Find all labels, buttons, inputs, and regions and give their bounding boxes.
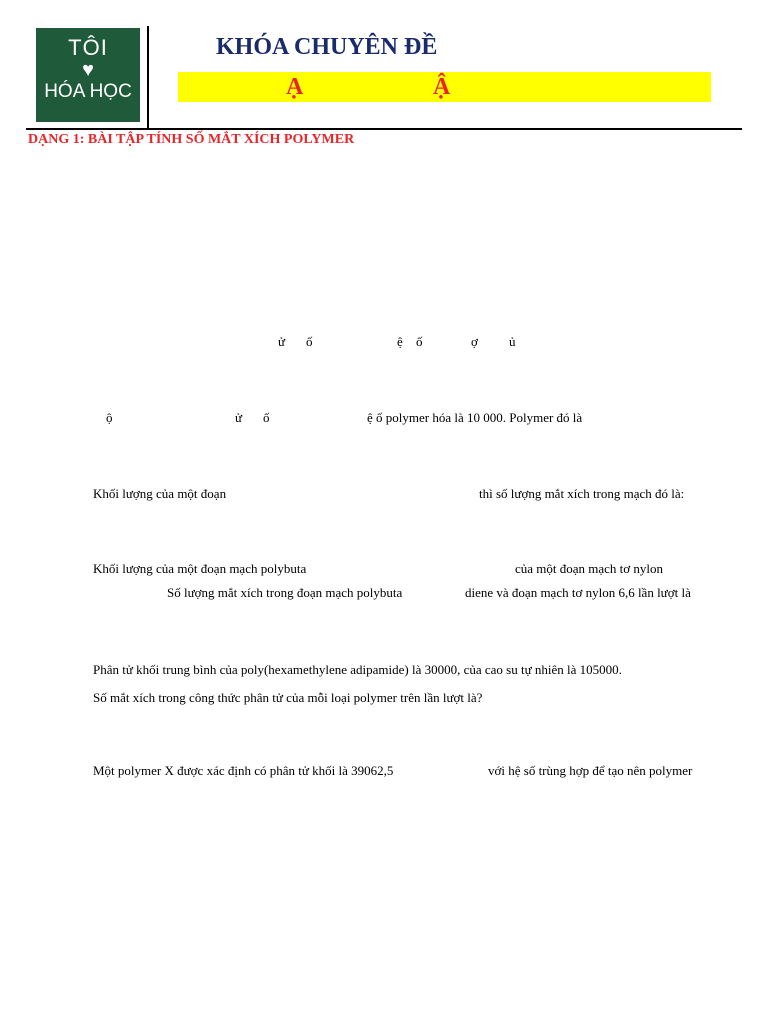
subtitle-fragment: Ậ: [433, 74, 451, 100]
question-text: thì số lượng mắt xích trong mạch đó là:: [479, 486, 685, 501]
question-text: Khối lượng của một đoạn: [93, 486, 227, 501]
text-fragment: ộ: [106, 410, 113, 425]
question-text: Khối lượng của một đoạn mạch polybuta: [93, 561, 307, 576]
question-text: Số mắt xích trong công thức phân tử của mỗi loại polymer trên lần lượt là?: [93, 690, 483, 705]
text-fragment: ố: [306, 334, 313, 349]
text-fragment: ử: [235, 410, 243, 425]
logo: [36, 28, 140, 122]
logo-text-bottom: HÓA HỌC: [44, 81, 132, 102]
text-fragment: ố: [263, 410, 270, 425]
course-title: KHÓA CHUYÊN ĐỀ: [216, 34, 438, 60]
text-fragment: ử: [278, 334, 286, 349]
text-fragment: ợ: [471, 334, 478, 349]
header-horizontal-divider: [26, 128, 742, 130]
question-text: của một đoạn mạch tơ nylon: [515, 561, 664, 576]
text-fragment: ủ: [509, 334, 516, 349]
question-text: Một polymer X được xác định có phân tử khối là 39062,5: [93, 763, 394, 778]
heart-icon: ♥: [82, 59, 94, 81]
text-fragment: ố: [416, 334, 423, 349]
question-text: diene và đoạn mạch tơ nylon 6,6 lần lượt là: [465, 585, 691, 600]
text-fragment: ệ: [397, 334, 403, 349]
section-title: DẠNG 1: BÀI TẬP TÍNH SỐ MẮT XÍCH POLYMER: [28, 132, 355, 147]
question-text: Phân tử khối trung bình của poly(hexamethylene adipamide) là 30000, của cao su tự nhiên là 105000.: [93, 662, 622, 677]
question-text: ệ ố polymer hóa là 10 000. Polymer đó là: [367, 410, 583, 425]
question-text: với hệ số trùng hợp để tạo nên polymer: [488, 763, 693, 778]
header-vertical-divider: [147, 26, 149, 130]
logo-text-top: TÔI: [68, 35, 108, 60]
subtitle-fragment: Ạ: [286, 74, 304, 100]
question-text: Số lượng mắt xích trong đoạn mạch polybuta: [167, 585, 403, 600]
